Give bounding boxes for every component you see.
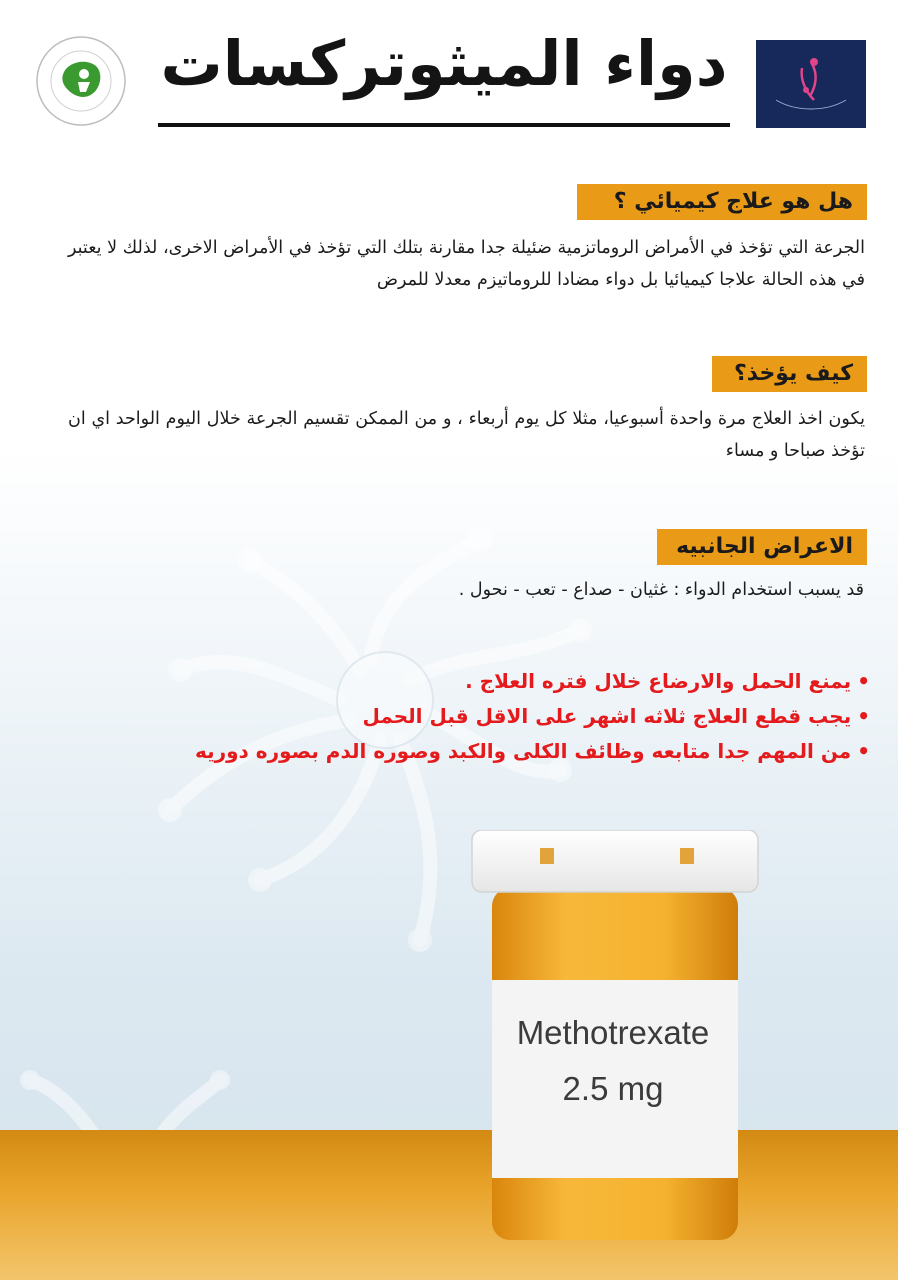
bullet-dot-icon: • (857, 704, 870, 728)
section-body-chemo: الجرعة التي تؤخذ في الأمراض الروماتزمية ضئيلة جدا مقارنة بتلك التي تؤخذ في الأمراض الاخرى، لذلك لا يعتبر في هذه الحالة علاجا كيميائيا بل دواء مضادا للروماتيزم معدلا للمرض (68, 238, 865, 290)
section-heading-how-to-take: كيف يؤخذ؟ (712, 356, 867, 392)
section-body-how-to-take: يكون اخذ العلاج مرة واحدة أسبوعيا، مثلا كل يوم أربعاء ، و من الممكن تقسيم الجرعة خلال اليوم الواحد اي ان تؤخذ صباحا و مساء (68, 409, 865, 461)
connective-tissue-logo-icon (756, 40, 866, 128)
league-logo-icon (34, 34, 128, 128)
warning-item: •يجب قطع العلاج ثلاثه اشهر على الاقل قبل الحمل (110, 699, 870, 734)
section-heading-side-effects: الاعراض الجانبيه (657, 529, 867, 565)
section-body-side-effects: قد يسبب استخدام الدواء : غثيان - صداع - تعب - نحول . (458, 580, 864, 600)
bottom-band (0, 1130, 898, 1280)
bottle-drug-name: Methotrexate (516, 1014, 710, 1051)
bullet-dot-icon: • (857, 739, 870, 763)
bottle-dose: 2.5 mg (562, 1070, 664, 1107)
bullet-dot-icon: • (857, 669, 870, 693)
warning-item: •يمنع الحمل والارضاع خلال فتره العلاج . (110, 664, 870, 699)
title-underline (158, 123, 730, 127)
section-heading-chemo: هل هو علاج كيميائي ؟ (577, 184, 867, 220)
warning-item: •من المهم جدا متابعه وظائف الكلى والكبد وصوره الدم بصوره دوريه (110, 734, 870, 769)
warning-list (110, 664, 870, 769)
page-title: دواء الميثوتركسات (160, 27, 728, 100)
